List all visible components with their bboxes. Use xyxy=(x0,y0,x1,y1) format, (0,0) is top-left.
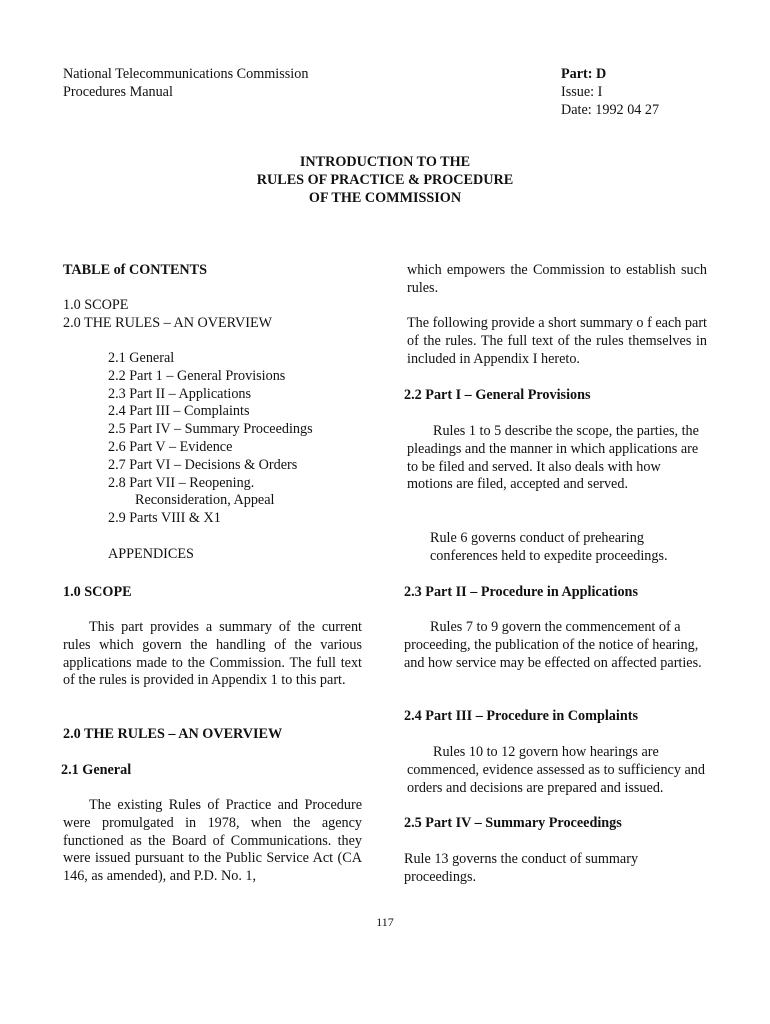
toc-subitem: 2.4 Part III – Complaints xyxy=(108,403,250,420)
toc-subitem: 2.8 Part VII – Reopening. xyxy=(108,474,255,491)
toc-subitems xyxy=(108,350,313,564)
toc-subitem: 2.7 Part VI – Decisions & Orders xyxy=(108,456,298,473)
toc-subitem: 2.6 Part V – Evidence xyxy=(108,438,233,455)
section-rules-heading: 2.0 THE RULES – AN OVERVIEW xyxy=(63,726,283,742)
toc-subitem: 2.3 Part II – Applications xyxy=(108,385,252,402)
part-label: Part: D xyxy=(561,66,607,82)
header-left xyxy=(63,66,393,102)
toc-top-items xyxy=(63,297,272,333)
page-number: 117 xyxy=(376,915,394,929)
section-2-2-text: Rules 1 to 5 describe the scope, the parties, the pleadings and the manner in which applications are to be filed and served. It also deals with how motions are filed, accepted and served. xyxy=(407,423,699,493)
title-line-3: OF THE COMMISSION xyxy=(308,189,462,206)
org-name: National Telecommunications Commission xyxy=(63,66,309,82)
section-2-5-heading: 2.5 Part IV – Summary Proceedings xyxy=(404,815,622,831)
manual-name: Procedures Manual xyxy=(63,83,173,100)
section-scope-text: This part provides a summary of the current rules which govern the handling of the various applications made to the Commission. The full text of the rules is provided in Appendix 1 to this part. xyxy=(63,619,362,689)
section-2-4-text: Rules 10 to 12 govern how hearings are commenced, evidence assessed as to sufficiency and orders and decisions are prepared and issued. xyxy=(407,744,705,796)
toc-item: 1.0 SCOPE xyxy=(63,297,129,313)
toc-subitem: 2.2 Part 1 – General Provisions xyxy=(108,367,286,384)
summary-intro-text: The following provide a short summary o f each part of the rules. The full text of the rules themselves in included in Appendix I hereto. xyxy=(407,315,707,367)
header-right xyxy=(561,66,741,119)
general-text-continued: which empowers the Commission to establish such rules. xyxy=(407,262,707,296)
date-label: Date: 1992 04 27 xyxy=(561,101,660,118)
toc-subitem: 2.1 General xyxy=(108,350,175,366)
toc-subitem-continuation: Reconsideration, Appeal xyxy=(135,492,275,509)
toc-subitem: 2.9 Parts VIII & X1 xyxy=(108,510,221,527)
section-2-5-text: Rule 13 governs the conduct of summary proceedings. xyxy=(404,851,639,885)
section-general-text: The existing Rules of Practice and Procedure were promulgated in 1978, when the agency functioned as the Board of Communications. they were issued pursuant to the Public Service Act (CA 146, as amended), and P.D. No. 1, xyxy=(63,797,362,885)
section-2-2-heading: 2.2 Part I – General Provisions xyxy=(404,387,591,403)
section-scope-heading: 1.0 SCOPE xyxy=(63,584,132,600)
title-line-2: RULES OF PRACTICE & PROCEDURE xyxy=(256,171,514,188)
toc-item: 2.0 THE RULES – AN OVERVIEW xyxy=(63,314,273,331)
toc-appendices: APPENDICES xyxy=(108,545,194,562)
section-2-2-text-2: Rule 6 governs conduct of prehearing conferences held to expedite proceedings. xyxy=(430,530,668,564)
toc-subitem: 2.5 Part IV – Summary Proceedings xyxy=(108,421,313,438)
section-2-3-heading: 2.3 Part II – Procedure in Applications xyxy=(404,584,638,600)
title-line-1: INTRODUCTION TO THE xyxy=(299,154,471,170)
section-general-heading: 2.1 General xyxy=(61,762,132,778)
issue-label: Issue: I xyxy=(561,83,603,100)
toc-heading: TABLE of CONTENTS xyxy=(63,262,208,278)
section-2-3-text: Rules 7 to 9 govern the commencement of a proceeding, the publication of the notice of hearing, and how service may be effected on affected parties. xyxy=(404,619,702,671)
section-2-4-heading: 2.4 Part III – Procedure in Complaints xyxy=(404,708,638,724)
page-title xyxy=(180,154,590,207)
